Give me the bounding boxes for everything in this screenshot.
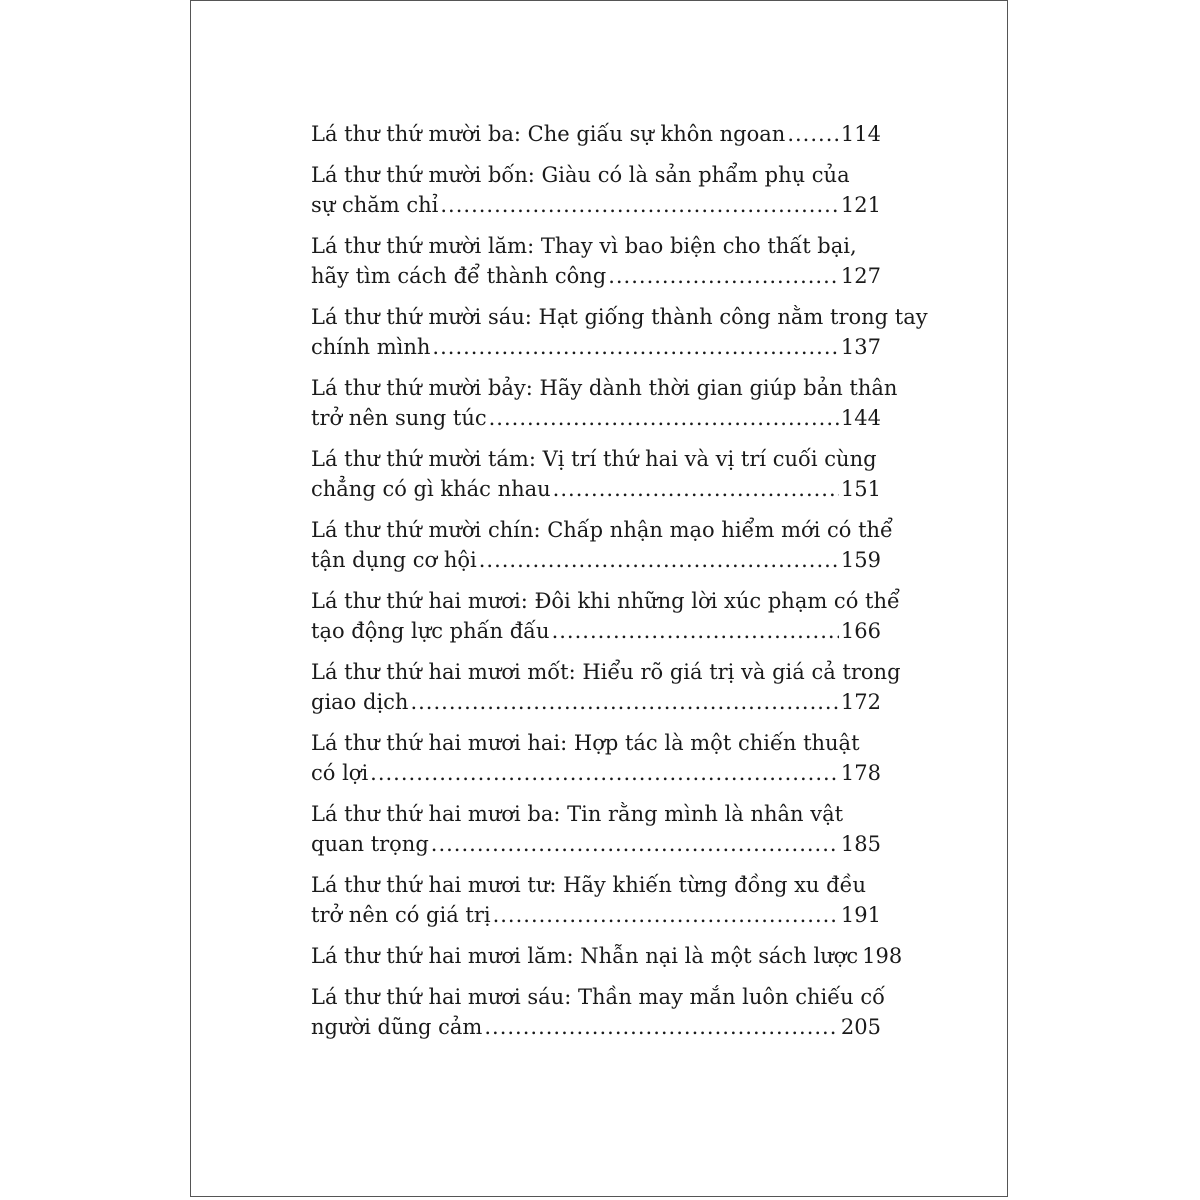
toc-entry	[311, 982, 885, 1042]
toc-entry-line	[311, 332, 881, 362]
toc-entry-title: trở nên có giá trị	[311, 903, 491, 927]
toc-leader-dots	[440, 190, 839, 220]
toc-entry-line	[311, 900, 881, 930]
table-of-contents	[311, 119, 928, 1053]
toc-entry	[311, 799, 881, 859]
toc-entry-line	[311, 586, 900, 616]
toc-leader-dots	[484, 1012, 839, 1042]
toc-entry-title: Lá thư thứ mười tám: Vị trí thứ hai và vị trí cuối cùng	[311, 447, 877, 471]
toc-entry-line	[311, 799, 881, 829]
toc-page-number: 137	[840, 335, 881, 359]
toc-entry	[311, 870, 881, 930]
toc-entry-title: quan trọng	[311, 832, 429, 856]
toc-entry-line	[311, 687, 881, 717]
toc-page-number: 185	[840, 832, 881, 856]
toc-entry-title: giao dịch	[311, 690, 409, 714]
toc-leader-dots	[493, 900, 839, 930]
toc-entry-line	[311, 444, 881, 474]
toc-entry-line	[311, 758, 881, 788]
toc-entry-line	[311, 728, 881, 758]
toc-entry-title: Lá thư thứ hai mươi mốt: Hiểu rõ giá trị và giá cả trong	[311, 660, 901, 684]
toc-entry-line	[311, 941, 903, 971]
toc-entry-line	[311, 474, 881, 504]
toc-entry-line	[311, 190, 881, 220]
toc-page-number: 159	[840, 548, 881, 572]
toc-entry	[311, 586, 900, 646]
toc-entry-title: Lá thư thứ hai mươi: Đôi khi những lời xúc phạm có thể	[311, 589, 900, 613]
toc-entry-title: hãy tìm cách để thành công	[311, 264, 607, 288]
toc-leader-dots	[432, 332, 838, 362]
toc-entry	[311, 515, 893, 575]
toc-entry-title: Lá thư thứ hai mươi hai: Hợp tác là một chiến thuật	[311, 731, 860, 755]
toc-entry-title: tận dụng cơ hội	[311, 548, 477, 572]
toc-entry-title: Lá thư thứ hai mươi lăm: Nhẫn nại là một sách lược	[311, 944, 859, 968]
toc-entry	[311, 160, 881, 220]
toc-entry-line	[311, 1012, 881, 1042]
toc-entry-title: Lá thư thứ mười sáu: Hạt giống thành công nằm trong tay	[311, 305, 928, 329]
toc-entry-line	[311, 982, 885, 1012]
book-page	[190, 0, 1008, 1197]
toc-page-number: 144	[840, 406, 881, 430]
toc-entry-line	[311, 616, 881, 646]
toc-entry-title: Lá thư thứ hai mươi sáu: Thần may mắn luôn chiếu cố	[311, 985, 885, 1009]
toc-entry-line	[311, 515, 893, 545]
toc-entry-line	[311, 373, 898, 403]
toc-entry	[311, 373, 898, 433]
toc-page-number: 191	[840, 903, 881, 927]
toc-entry-title: Lá thư thứ hai mươi tư: Hãy khiến từng đồng xu đều	[311, 873, 867, 897]
toc-leader-dots	[608, 261, 839, 291]
toc-leader-dots	[431, 829, 839, 859]
toc-page-number: 127	[840, 264, 881, 288]
toc-page-number: 205	[840, 1015, 881, 1039]
toc-entry	[311, 231, 881, 291]
toc-entry-line	[311, 870, 881, 900]
toc-entry-title: Lá thư thứ mười bốn: Giàu có là sản phẩm phụ của	[311, 163, 850, 187]
toc-entry-line	[311, 657, 901, 687]
toc-entry	[311, 119, 881, 149]
toc-entry	[311, 728, 881, 788]
toc-page-number: 178	[840, 761, 881, 785]
toc-entry-title: Lá thư thứ mười lăm: Thay vì bao biện cho thất bại,	[311, 234, 857, 258]
toc-page-number: 114	[840, 122, 881, 146]
toc-entry-title: Lá thư thứ mười chín: Chấp nhận mạo hiểm mới có thể	[311, 518, 893, 542]
toc-entry-title: Lá thư thứ mười bảy: Hãy dành thời gian giúp bản thân	[311, 376, 898, 400]
toc-entry-line	[311, 403, 881, 433]
toc-leader-dots	[787, 119, 839, 149]
toc-entry-line	[311, 261, 881, 291]
toc-entry-line	[311, 231, 881, 261]
toc-entry-title: chẳng có gì khác nhau	[311, 477, 551, 501]
toc-entry-line	[311, 302, 928, 332]
toc-entry-title: người dũng cảm	[311, 1015, 483, 1039]
toc-entry-title: có lợi	[311, 761, 369, 785]
toc-entry	[311, 941, 903, 971]
toc-page-number: 166	[840, 619, 881, 643]
toc-leader-dots	[479, 545, 839, 575]
toc-page-number: 121	[840, 193, 881, 217]
toc-page-number: 172	[840, 690, 881, 714]
toc-entry	[311, 302, 928, 362]
toc-page-number: 151	[840, 477, 881, 501]
toc-leader-dots	[370, 758, 839, 788]
toc-entry	[311, 444, 881, 504]
toc-entry-title: Lá thư thứ mười ba: Che giấu sự khôn ngoan	[311, 122, 786, 146]
toc-leader-dots	[489, 403, 839, 433]
toc-entry-title: sự chăm chỉ	[311, 193, 439, 217]
toc-entry-title: tạo động lực phấn đấu	[311, 619, 550, 643]
toc-page-number: 198	[862, 944, 903, 968]
toc-leader-dots	[553, 474, 839, 504]
toc-leader-dots	[552, 616, 839, 646]
toc-entry	[311, 657, 901, 717]
toc-entry-line	[311, 160, 881, 190]
toc-entry-title: trở nên sung túc	[311, 406, 487, 430]
toc-entry-title: chính mình	[311, 335, 431, 359]
toc-entry-title: Lá thư thứ hai mươi ba: Tin rằng mình là nhân vật	[311, 802, 844, 826]
toc-entry-line	[311, 119, 881, 149]
toc-leader-dots	[410, 687, 838, 717]
toc-entry-line	[311, 829, 881, 859]
toc-entry-line	[311, 545, 881, 575]
